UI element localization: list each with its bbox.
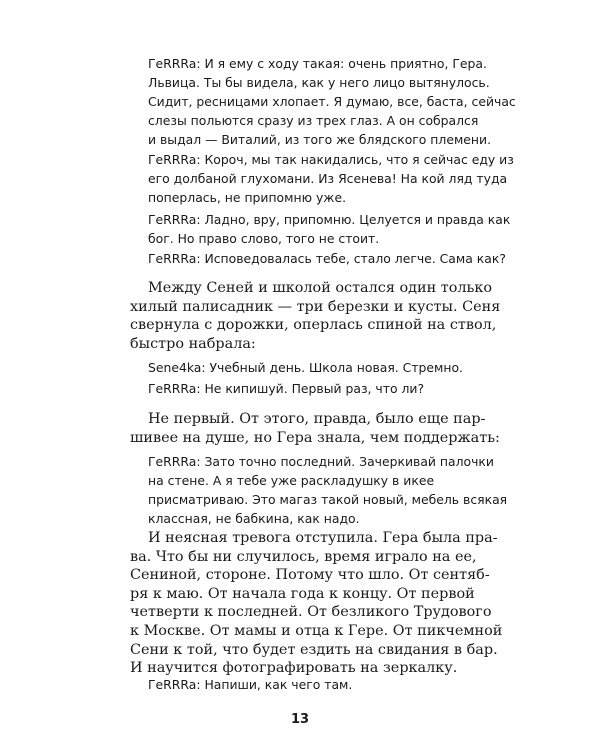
text-line: ГеRRRa: Напиши, как чего там. [148, 677, 353, 692]
text-line: быстро набрала: [130, 335, 256, 352]
text-line: свернула с дорожки, оперлась спиной на ствол, [130, 317, 497, 334]
text-line: Не первый. От этого, правда, было еще пар- [148, 411, 486, 427]
text-line: Сени к той, что будет ездить на свидания в бар. [130, 641, 498, 658]
chat-message-4 [148, 249, 506, 268]
chat-message-8 [148, 675, 352, 694]
text-line: ГеRRRa: Исповедовалась тебе, стало легче. Сама как? [148, 251, 506, 266]
text-line: слезы польются сразу из трех глаз. А он собрался [148, 113, 479, 128]
text-line: Sene4ka: Учебный день. Школа новая. Стремно. [148, 360, 463, 375]
text-line: Сениной, стороне. Потому что шло. От сентяб- [130, 567, 490, 584]
prose-paragraph-2 [130, 410, 500, 447]
text-line: бог. Но право слово, того не стоит. [148, 231, 380, 246]
chat-message-2 [148, 150, 514, 207]
text-line: четверти к последней. От безликого Трудового [130, 604, 492, 621]
text-line: И неясная тревога отступила. Гера была пра- [148, 530, 498, 546]
chat-message-5 [148, 358, 463, 377]
text-line: ГеRRRa: Не кипишуй. Первый раз, что ли? [148, 381, 425, 396]
text-line: на стене. А я тебе уже раскладушку в икее [148, 473, 435, 488]
text-line: ГеRRRa: И я ему с ходу такая: очень приятно, Гера. [148, 56, 487, 71]
text-line: И научится фотографировать на зеркалку. [130, 660, 458, 677]
text-line: шивее на душе, но Гера знала, чем поддержать: [130, 429, 500, 446]
text-line: ГеRRRa: Короч, мы так накидались, что я сейчас еду из [148, 152, 514, 167]
text-line: классная, не бабкина, как надо. [148, 511, 360, 526]
text-line: Между Сеней и школой остался один только [148, 280, 493, 296]
text-line: хилый палисадник — три березки и кусты. Сеня [130, 298, 501, 315]
chat-message-1 [148, 54, 516, 149]
text-line: ГеRRRa: Зато точно последний. Зачеркивай палочки [148, 454, 494, 469]
text-line: Сидит, ресницами хлопает. Я думаю, все, баста, сейчас [148, 94, 516, 109]
chat-message-6 [148, 379, 424, 398]
text-line: ря к маю. От начала года к концу. От первой [130, 585, 475, 602]
page-number: 13 [290, 712, 310, 727]
text-line: его долбаной глухомани. Из Ясенева! На кой ляд туда [148, 171, 508, 186]
text-line: к Москве. От мамы и отца к Гере. От пикчемной [130, 622, 503, 639]
text-line: ва. Что бы ни случилось, время играло на ее, [130, 548, 477, 565]
text-line: поперлась, не припомню уже. [148, 190, 347, 205]
chat-message-3 [148, 210, 510, 248]
prose-paragraph-1 [130, 279, 501, 353]
text-line: ГеRRRa: Ладно, вру, припомню. Целуется и правда как [148, 212, 511, 227]
chat-message-7 [148, 452, 507, 528]
text-line: и выдал — Виталий, из того же блядского племени. [148, 132, 492, 147]
text-line: Львица. Ты бы видела, как у него лицо вытянулось. [148, 75, 490, 90]
text-line: присматриваю. Это магаз такой новый, мебель всякая [148, 492, 508, 507]
prose-paragraph-3 [130, 529, 503, 678]
